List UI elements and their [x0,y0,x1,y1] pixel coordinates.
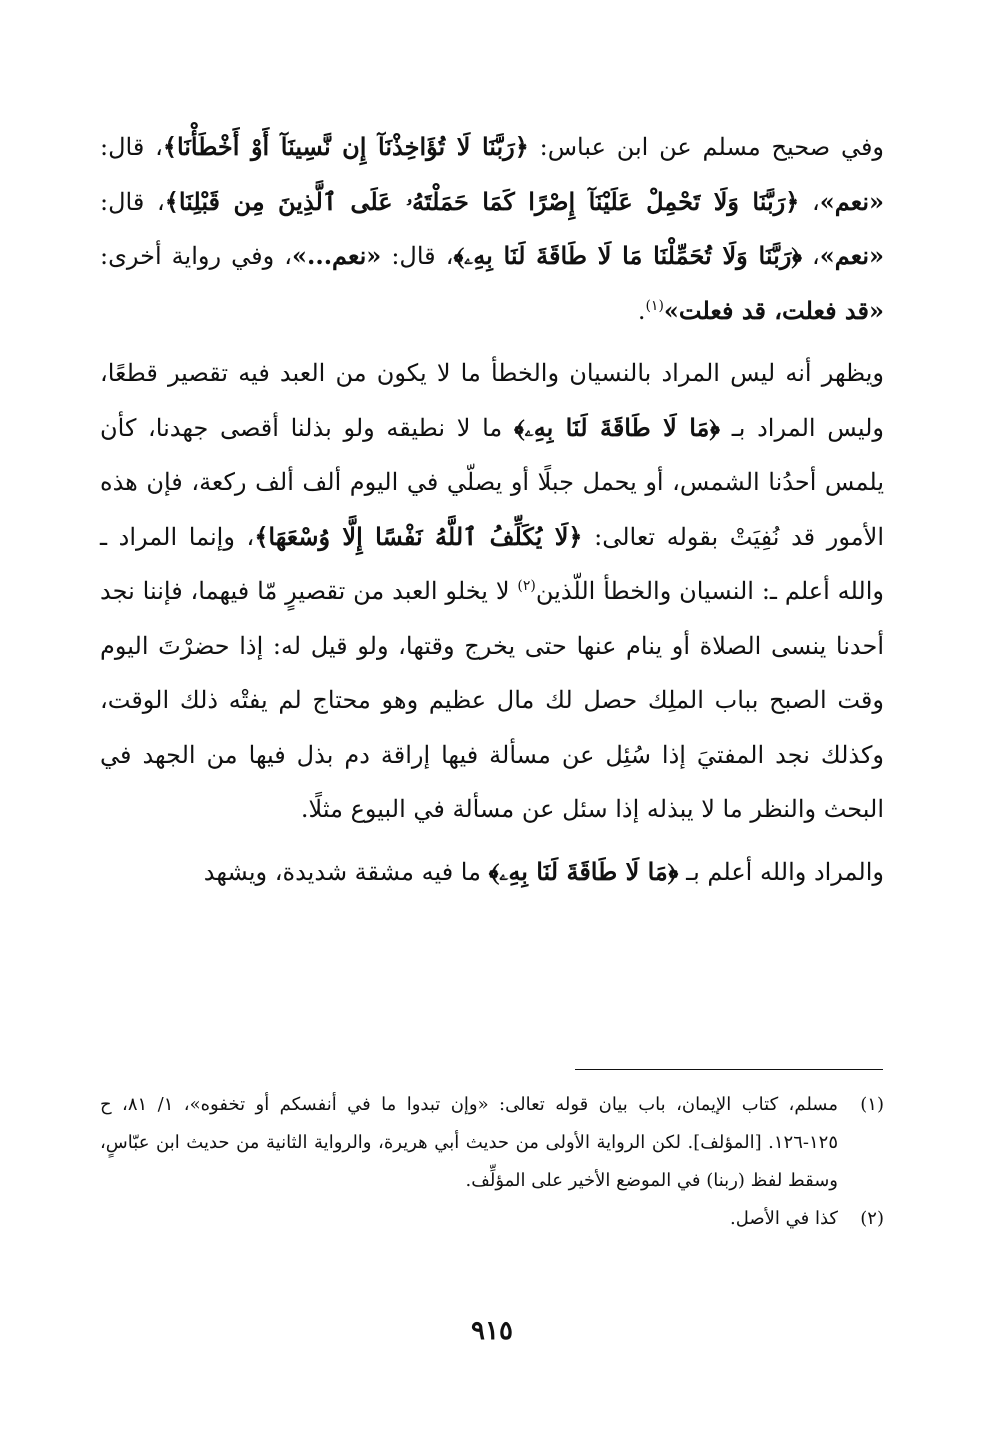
main-text [100,120,884,907]
hadith-answer: «قد فعلت، قد فعلت» [663,295,884,325]
paragraph-1 [100,120,884,338]
text-run: ، [801,242,820,270]
text-run: ويظهر أنه ليس المراد بالنسيان والخطأ ما لا يكون من العبد فيه تقصير قطعًا، وليس المراد بـ [100,359,884,442]
footnote-divider [575,1069,883,1070]
quran-quote: ﴿مَا لَا طَاقَةَ لَنَا بِهِۦ﴾ [488,856,679,886]
footnote-number: (٢) [860,1208,884,1229]
quran-quote: ﴿رَبَّنَا وَلَا تُحَمِّلْنَا مَا لَا طَاقَةَ لَنَا بِهِۦ﴾ [453,241,802,270]
text-run: ، وإنما المراد ـ والله أعلم ـ: النسيان والخطأ اللّذين [100,522,885,605]
paragraph-2 [100,346,884,837]
text-run: ، قال: [381,242,454,270]
text-run: . [637,296,646,325]
footnotes [100,1086,884,1238]
text-run: ما لا نطيقه ولو بذلنا أقصى جهدنا، كأن يلمس أحدُنا الشمس، أو يحمل جبلًا أو يصلّي في اليوم ألف ألف ركعة، فإن هذه الأمور قد نُفِيَتْ بقوله تعالى: [100,413,884,551]
quran-quote: ﴿مَا لَا طَاقَةَ لَنَا بِهِۦ﴾ [513,412,721,442]
footnote-number: (١) [860,1094,884,1115]
footnote-1 [100,1086,884,1200]
text-run: ، قال: [100,133,163,161]
hadith-answer: «نعم...» [291,241,382,270]
paragraph-3 [100,845,884,900]
footnote-text: مسلم، كتاب الإيمان، باب بيان قوله تعالى: «وإن تبدوا ما في أنفسكم أو تخفوه»، ١/ ٨١، ح ١٢٥-١٢٦. [المؤلف]. لكن الرواية الأولى من حديث أبي هريرة، والرواية الثانية من حديث ابن عبّاسٍ، وسقط لفظ (ربنا) في الموضع الأخير على المؤلِّف. [100,1094,839,1191]
text-run: ، [799,187,820,216]
text-run: والمراد والله أعلم بـ [678,857,884,886]
hadith-answer: «نعم» [819,186,885,216]
text-run: لا يخلو العبد من تقصيرٍ مّا فيهما، فإننا نجد أحدنا ينسى الصلاة أو ينام عنها حتى يخرج وقتها، ولو قيل له: إذا حضرْتَ اليوم وقت الصبح بباب الملِك حصل لك مال عظيم وهو محتاج لم يفتْه ذلك الوقت، وكذلك نجد المفتيَ إذا سُئِل عن مسألة فيها إراقة دم بذل فيها من الجهد في البحث والنظر ما لا يبذله إذا سئل عن مسألة في البيوع مثلًا. [100,577,884,823]
text-run: ، وفي رواية أخرى: [100,242,292,270]
text-run: وفي صحيح مسلم عن ابن عباس: [528,133,885,161]
quran-quote: ﴿رَبَّنَا وَلَا تَحْمِلْ عَلَيْنَآ إِصْرًا كَمَا حَمَلْتَهُۥ عَلَى ٱلَّذِينَ مِن قَبْلِنَا﴾ [164,186,800,216]
hadith-answer: «نعم» [819,241,885,270]
footnote-ref-2[interactable]: (٢) [517,578,536,594]
quran-quote: ﴿رَبَّنَا لَا تُؤَاخِذْنَآ إِن نَّسِينَآ أَوْ أَخْطَأْنَا﴾ [162,132,529,161]
text-run: ، قال: [100,187,165,216]
page-number: ٩١٥ [471,1316,513,1346]
footnote-2 [100,1200,884,1238]
footnote-text: كذا في الأصل. [730,1208,838,1229]
text-run: ما فيه مشقة شديدة، ويشهد [203,857,489,886]
footnote-ref-1[interactable]: (١) [645,297,664,314]
quran-quote: ﴿لَا يُكَلِّفُ ٱللَّهُ نَفْسًا إِلَّا وُسْعَهَا﴾ [254,521,583,551]
